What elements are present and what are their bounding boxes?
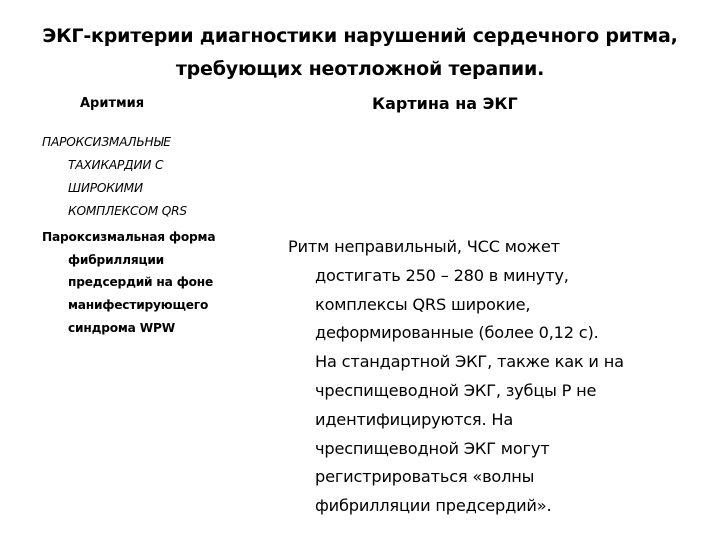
ecg-description [288,233,688,521]
description-line: комплексы QRS широкие, [315,294,531,314]
title-line-1: ЭКГ-критерии диагностики нарушений сердечного ритма, [42,25,678,47]
type-line: предсердий на фоне [68,275,214,290]
description-line: достигать 250 – 280 в минуту, [315,265,569,285]
description-line: идентифицируются. На [315,409,514,429]
category-line: КОМПЛЕКСОМ QRS [68,204,187,218]
arrhythmia-column-header: Аритмия [80,96,145,111]
description-line: чреспищеводной ЭКГ могут [315,438,550,458]
slide-title [40,20,680,86]
type-line: манифестирующего [68,298,209,313]
type-line: Пароксизмальная форма [42,230,216,244]
type-line: фибрилляции [68,252,164,267]
arrhythmia-category [42,131,257,223]
category-line: ШИРОКИМИ [68,181,143,195]
description-line: Ритм неправильный, ЧСС может [288,237,560,256]
description-line: регистрироваться «волны [315,467,535,487]
ecg-picture-column-header: Картина на ЭКГ [372,94,518,113]
arrhythmia-type [42,226,257,340]
description-line: деформированные (более 0,12 с). [315,323,599,343]
category-line: ТАХИКАРДИИ С [68,158,164,172]
description-line: На стандартной ЭКГ, также как и на [315,352,624,372]
title-line-2: требующих неотложной терапии. [175,58,545,80]
category-line: ПАРОКСИЗМАЛЬНЫЕ [42,135,171,149]
arrhythmia-column [42,131,257,340]
type-line: синдрома WPW [68,320,175,335]
description-line: чреспищеводной ЭКГ, зубцы Р не [315,380,597,400]
description-line: фибрилляции предсердий». [315,496,552,516]
